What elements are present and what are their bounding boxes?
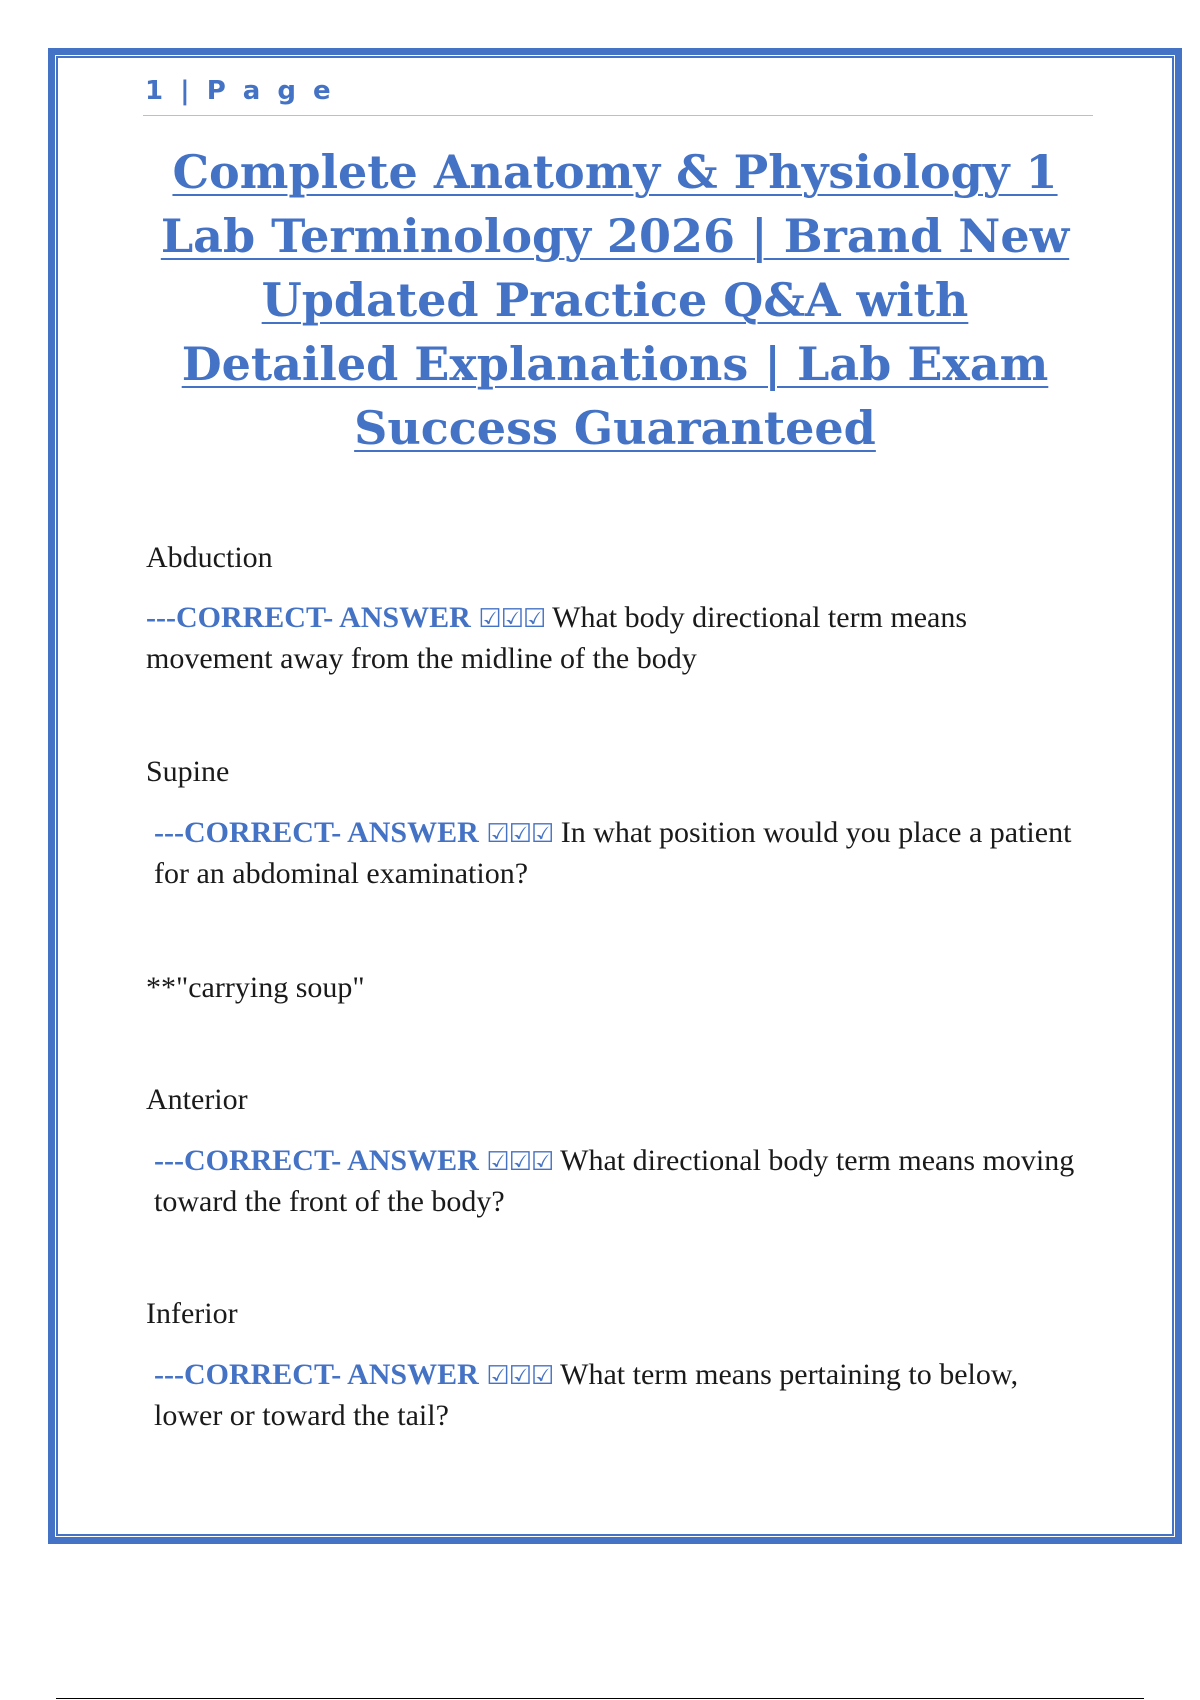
checkbox-checked-icon: ☑☑☑ [486,1147,554,1177]
question-text: What term means pertaining to below, lower or toward the tail? [154,1358,1019,1432]
qa-entry [146,1294,1086,1432]
document-title: Complete Anatomy & Physiology 1 Lab Terminology 2026 | Brand New Updated Practice Q&A with Detailed Explanations | Lab Exam Success Guaranteed [160,145,1070,455]
correct-answer-marker: ---CORRECT- ANSWER [154,1358,479,1391]
answer-text [154,813,1076,894]
correct-answer-marker: ---CORRECT- ANSWER [154,1144,479,1177]
question-text: What directional body term means moving toward the front of the body? [154,1144,1075,1218]
answer-text [154,1355,1076,1436]
question-text: In what position would you place a patient for an abdominal examination? [154,816,1072,890]
answer-text [146,598,1076,679]
correct-answer-marker: ---CORRECT- ANSWER [154,816,479,849]
checkbox-checked-icon: ☑☑☑ [486,819,554,849]
term-label: Inferior [146,1297,238,1330]
term-label: Supine [146,755,230,788]
page-number: 1 | P a g e [145,76,335,106]
mnemonic-note: **"carrying soup" [146,971,365,1004]
checkbox-checked-icon: ☑☑☑ [478,604,546,634]
qa-entry [146,538,1086,675]
qa-entry [146,1080,1086,1218]
term-label: Anterior [146,1083,248,1116]
qa-entry [146,752,1086,890]
correct-answer-marker: ---CORRECT- ANSWER [146,601,471,634]
term-label: Abduction [146,541,273,574]
answer-text [154,1141,1076,1222]
question-text: What body directional term means movement away from the midline of the body [146,601,968,675]
footer-divider [56,1698,1144,1699]
checkbox-checked-icon: ☑☑☑ [486,1361,554,1391]
header-divider [143,115,1093,116]
